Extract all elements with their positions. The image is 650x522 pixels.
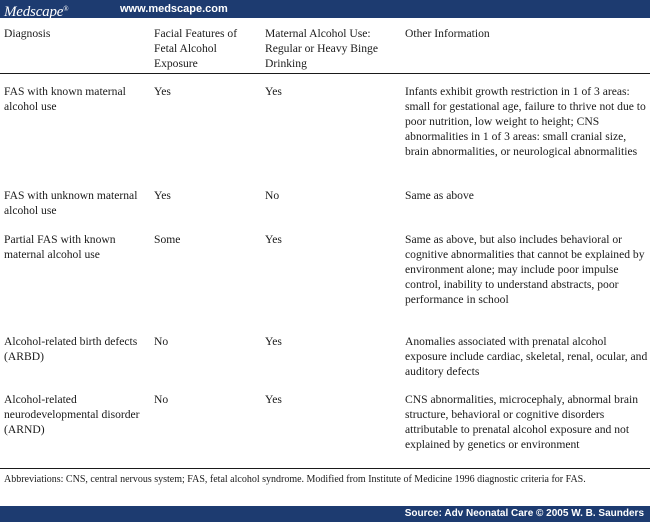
row-1-diagnosis: FAS with known maternal alcohol use [4, 85, 126, 113]
brand-name: Medscape [4, 4, 64, 20]
row-5-facial: No [154, 393, 169, 406]
row-4-diagnosis: Alcohol-related birth defects (ARBD) [4, 335, 138, 363]
row-2-diagnosis: FAS with unknown maternal alcohol use [4, 189, 138, 217]
row-1-facial: Yes [154, 85, 171, 98]
row-2-other: Same as above [405, 189, 474, 202]
row-5-maternal: Yes [265, 393, 282, 406]
footnote: Abbreviations: CNS, central nervous system; FAS, fetal alcohol syndrome. Modified from Institute of Medicine 1996 diagnostic criteria for FAS. [4, 474, 586, 485]
column-header-maternal-alcohol-use: Maternal Alcohol Use: Regular or Heavy Binge Drinking [265, 27, 379, 70]
header-bar [0, 0, 650, 18]
column-header-other-information: Other Information [405, 27, 490, 40]
row-3-facial: Some [154, 233, 181, 246]
source-credit: Source: Adv Neonatal Care © 2005 W. B. Saunders [404, 508, 644, 519]
row-5-diagnosis: Alcohol-related neurodevelopmental disorder (ARND) [4, 393, 140, 436]
header-rule [0, 73, 650, 74]
column-header-facial-features: Facial Features of Fetal Alcohol Exposure [154, 27, 238, 70]
row-4-facial: No [154, 335, 169, 348]
column-header-diagnosis: Diagnosis [4, 27, 51, 40]
row-2-facial: Yes [154, 189, 171, 202]
brand-logo [4, 0, 68, 18]
row-3-diagnosis: Partial FAS with known maternal alcohol use [4, 233, 116, 261]
source-bar [0, 506, 650, 522]
row-2-maternal: No [265, 189, 280, 202]
site-url[interactable]: www.medscape.com [120, 3, 228, 15]
brand-registered-mark: ® [63, 5, 69, 13]
row-1-maternal: Yes [265, 85, 282, 98]
row-1-other: Infants exhibit growth restriction in 1 of 3 areas: small for gestational age, failure to thrive not due to poor nutrition, low weight to height; CNS abnormalities in 1 of 3 areas: small cranial size, brain abnormalities, or neurological abnormalities [405, 85, 646, 158]
footer-rule [0, 468, 650, 469]
row-4-maternal: Yes [265, 335, 282, 348]
row-3-maternal: Yes [265, 233, 282, 246]
row-5-other: CNS abnormalities, microcephaly, abnormal brain structure, behavioral or cognitive disorders attributable to prenatal alcohol exposure and not explained by genetics or environment [405, 393, 638, 451]
row-3-other: Same as above, but also includes behavioral or cognitive abnormalities that cannot be explained by environment alone; may include poor impulse control, inability to understand abstracts, poor performance in school [405, 233, 645, 306]
row-4-other: Anomalies associated with prenatal alcohol exposure include cardiac, skeletal, renal, ocular, and auditory defects [405, 335, 648, 378]
